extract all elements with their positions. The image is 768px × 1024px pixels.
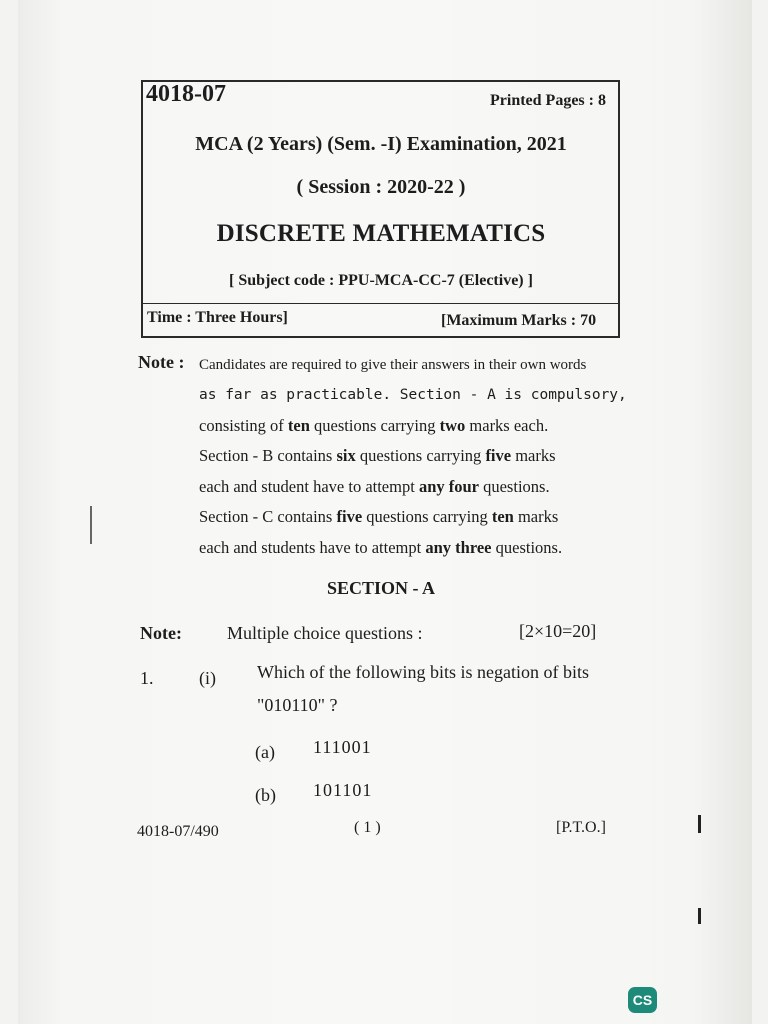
note-line-5-bold-1: any four <box>418 477 479 496</box>
edge-mark-lower <box>698 908 701 924</box>
note-line-3-bold-1: ten <box>287 416 310 435</box>
note-line-7-bold-1: any three <box>425 538 492 557</box>
note-line-2: as far as practicable. Section - A is compulsory, <box>199 387 627 403</box>
note-line-4 <box>199 446 556 466</box>
maximum-marks: [Maximum Marks : 70 <box>441 312 597 329</box>
margin-bracket-mark <box>90 506 92 544</box>
mcq-marks: [2×10=20] <box>519 621 597 641</box>
note-line-6-bold-2: ten <box>491 507 514 526</box>
note-line-3 <box>199 416 548 436</box>
note-line-5-post: questions. <box>478 477 550 496</box>
note-line-4-mid: questions carrying <box>355 446 486 465</box>
mcq-note-text: Multiple choice questions : <box>227 623 423 643</box>
footer-page-number: ( 1 ) <box>354 819 381 836</box>
question-sub-number: (i) <box>199 668 216 688</box>
exam-title: MCA (2 Years) (Sem. -I) Examination, 2021 <box>195 133 567 155</box>
note-line-7 <box>199 538 562 558</box>
option-b-value: 101101 <box>313 780 373 800</box>
question-text-line-1: Which of the following bits is negation of bits <box>257 662 589 682</box>
note-line-4-bold-1: six <box>336 446 356 465</box>
exam-time: Time : Three Hours] <box>147 309 288 326</box>
note-line-6-post: marks <box>513 507 559 526</box>
option-b-label: (b) <box>255 785 276 805</box>
camscanner-logo-icon: CS <box>628 987 657 1013</box>
note-line-3-mid: questions carrying <box>309 416 440 435</box>
note-line-6-bold-1: five <box>336 507 363 526</box>
question-number: 1. <box>140 668 154 688</box>
option-a-value: 111001 <box>313 737 372 757</box>
note-line-4-post: marks <box>511 446 556 465</box>
option-a-label: (a) <box>255 742 275 762</box>
note-line-7-post: questions. <box>491 538 563 557</box>
note-line-3-pre: consisting of <box>199 416 288 435</box>
note-line-4-bold-2: five <box>485 446 512 465</box>
edge-mark <box>698 815 701 833</box>
note-line-1: Candidates are required to give their answers in their own words <box>199 357 587 373</box>
note-line-5 <box>199 477 550 497</box>
paper-code: 4018-07 <box>146 81 226 107</box>
subject-code: [ Subject code : PPU-MCA-CC-7 (Elective) ] <box>229 272 533 289</box>
printed-pages: Printed Pages : 8 <box>490 92 606 109</box>
footer-pto: [P.T.O.] <box>556 819 606 836</box>
header-box <box>141 80 620 338</box>
note-line-6-pre: Section - C contains <box>199 507 337 526</box>
note-line-3-post: marks each. <box>465 416 549 435</box>
exam-paper-sheet <box>18 0 752 1024</box>
subject-title: DISCRETE MATHEMATICS <box>216 220 546 247</box>
session: ( Session : 2020-22 ) <box>296 176 466 198</box>
header-divider <box>143 303 618 304</box>
note-line-5-pre: each and student have to attempt <box>199 477 419 496</box>
note-line-4-pre: Section - B contains <box>199 446 337 465</box>
note-line-6-mid: questions carrying <box>362 507 492 526</box>
mcq-note-label: Note: <box>140 623 182 643</box>
section-a-heading: SECTION - A <box>326 578 436 598</box>
footer-paper-code: 4018-07/490 <box>137 823 219 840</box>
note-label: Note : <box>138 352 185 372</box>
note-line-3-bold-2: two <box>439 416 466 435</box>
question-text-line-2: "010110" ? <box>257 695 338 715</box>
note-line-6 <box>199 507 558 527</box>
note-line-7-pre: each and students have to attempt <box>199 538 426 557</box>
